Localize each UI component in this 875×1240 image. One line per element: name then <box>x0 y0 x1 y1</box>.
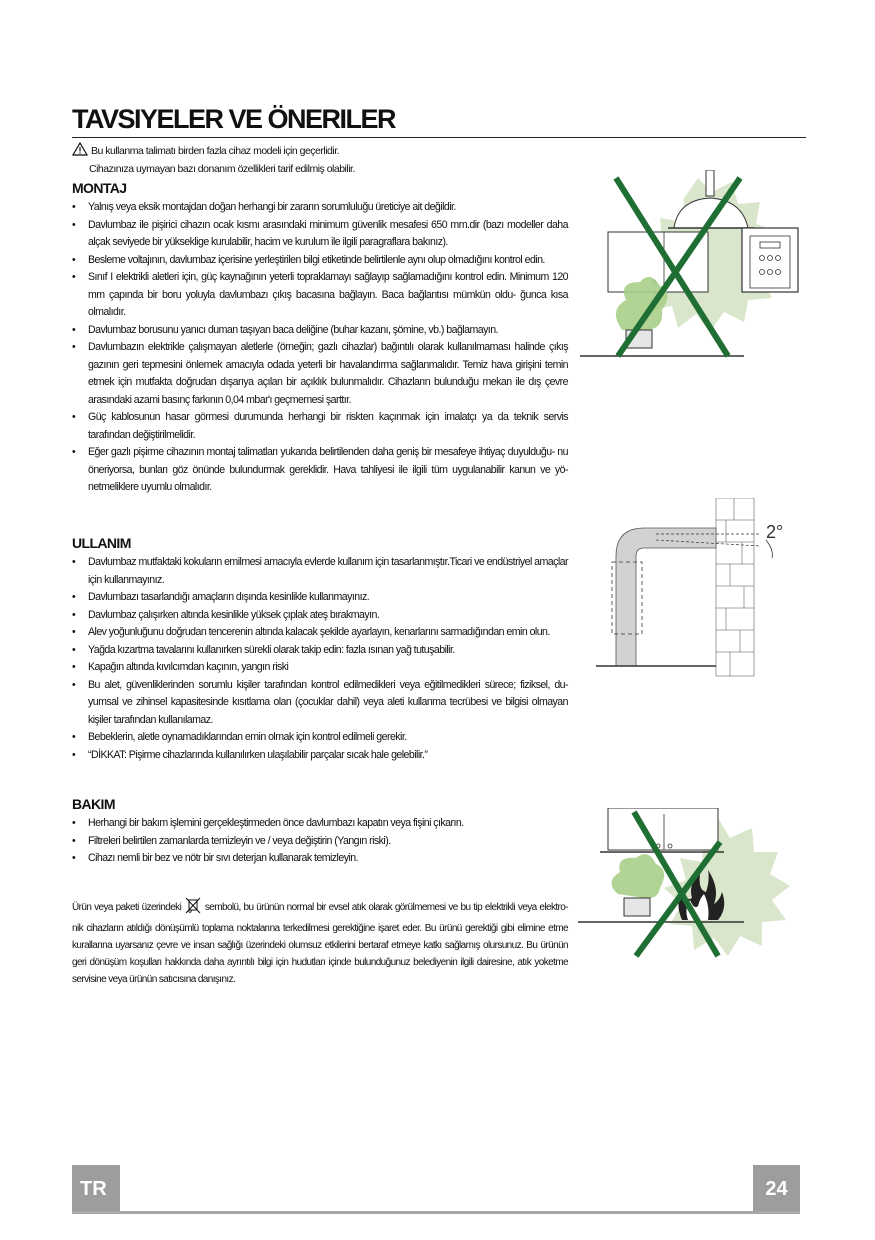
list-item: • “DİKKAT: Pişirme cihazlarında kullanılırken ulaşılabilir parçalar sıcak hale gelebilir.” <box>72 747 568 765</box>
list-item: • Filtreleri belirtilen zamanlarda temizleyin ve / veya değiştirin (Yangın riski). <box>72 833 568 851</box>
list-item: • Güç kablosunun hasar görmesi durumunda herhangi bir riskten kaçınmak için imalatçı ya da teknik servis tarafından değiştirilmelidir. <box>72 409 568 444</box>
duct-slope-figure <box>594 498 800 682</box>
list-item: • Davlumbazın elektrikle çalışmayan aletlerle (örneğin; gazlı cihazlar) bağıntılı olarak kullanılmaması halinde çıkış gazının geri tepmesini önlemek amacıyla odada yeterli bir havalandırma sağlanmalıdır. Temiz hava girişini temin etmek için mutfakta doğrudan dışarıya açılan bir açıklık bulunmalıdır. Cihazların bulunduğu mekan ile dış çevre arasındaki azami basınç farkının 0,04 mbar'ı geçmemesi şarttır. <box>72 339 568 409</box>
duct-elbow <box>616 528 716 666</box>
list-item: • Davlumbazı tasarlandığı amaçların dışında kesinlikle kullanmayınız. <box>72 589 568 607</box>
list-item: • Eğer gazlı pişirme cihazının montaj talimatları yukarıda belirtilenden daha geniş bir mesafeye ihtiyaç duyulduğu- nu öneriyorsa, bunları göz önünde bulundurmak gereklidir. Hava tahliyesi ile ilgili tüm uygulanabilir kanun ve yö- netmeliklere uyumlu olmalıdır. <box>72 444 568 497</box>
list-item: • Kapağın altında kıvılcımdan kaçının, yangın riski <box>72 659 568 677</box>
section-kullanim <box>72 535 568 764</box>
warning-triangle-icon <box>72 142 88 161</box>
language-tab: TR <box>72 1165 120 1213</box>
cooking-pot <box>624 898 650 916</box>
list-item: • Yağda kızartma tavalarını kullanırken sürekli olarak takip edin: fazla ısınan yağ tutuşabilir. <box>72 642 568 660</box>
hood-cabinet <box>608 808 718 850</box>
title-divider <box>72 137 806 138</box>
angle-arrow <box>766 540 772 558</box>
kullanim-heading: ULLANIM <box>72 535 131 551</box>
warning-note <box>72 142 572 177</box>
oven-appliance <box>742 228 798 292</box>
list-item: • Besleme voltajının, davlumbaz içerisine yerleştirilen bilgi etiketinde belirtilenle aynı olup olmadığını kontrol edin. <box>72 252 568 270</box>
disposal-text-after: sembolü, bu ürünün normal bir evsel atık olarak görülmemesi ve bu tip elektrikli veya elektro- nik cihazların atıldığı dönüşümlü toplama noktalarına terkedilmesi gerektiğine işaret eder. Bu ürünü gerektiği gibi elimine etme kurallarına uyarsanız çevre ve insan sağlığı üzerindeki olumsuz etkilerini bertaraf etmeye katkı sağlamış olursunuz. Bu ürünün geri dönüşüm koşulları hakkında daha ayrıntılı bilgi için hudutları içinde bulunduğunuz belediyenin ilgili dairesine, atık yoketme servisine veya ürünün satıcısına danışınız. <box>72 902 568 985</box>
bakim-list <box>72 815 568 868</box>
footer-divider <box>72 1211 800 1214</box>
steam-cloud <box>611 854 664 898</box>
warning-line-1: Bu kullanma talimatı birden fazla cihaz modeli için geçerlidir. <box>91 145 340 157</box>
list-item: • Davlumbaz ile pişirici cihazın ocak kısmı arasındaki minimum güvenlik mesafesi 650 mm.dir (bazı modeller daha alçak seviyede bir yükseklige kurulabilir, hacim ve kurulum ile ilgili paragraflara bakınız). <box>72 217 568 252</box>
kullanim-list <box>72 554 568 764</box>
flame-warning-figure <box>578 808 810 968</box>
montaj-heading: MONTAJ <box>72 180 127 196</box>
montaj-list <box>72 199 568 497</box>
bakim-heading: BAKIM <box>72 796 115 812</box>
crossed-out-wheelie-bin-icon <box>184 896 202 920</box>
disposal-text-before: Ürün veya paketi üzerindeki <box>72 902 182 913</box>
brick-wall <box>716 498 754 676</box>
list-item: • Cihazı nemli bir bez ve nötr bir sıvı deterjan kullanarak temizleyin. <box>72 850 568 868</box>
installation-warning-figure <box>578 170 810 362</box>
list-item: • Bebeklerin, aletle oynamadıklarından emin olmak için kontrol edilmeli gerekir. <box>72 729 568 747</box>
list-item: • Bu alet, güvenliklerinden sorumlu kişiler tarafından kontrol edilmedikleri veya eğitilmedikleri sürece; fiziksel, du- yumsal ve zihinsel kapasitesinde kısıtlama olan (çocuklar dahil) veya aleti kullanma tecrübesi ve bilgisi olmayan kişiler tarafından kullanılamaz. <box>72 677 568 730</box>
list-item: • Yalnış veya eksik montajdan doğan herhangi bir zararın sorumluluğu üreticiye ait değildir. <box>72 199 568 217</box>
warning-line-2: Cihazınıza uymayan bazı donanım özellikleri tarif edilmiş olabilir. <box>89 163 355 175</box>
list-item: • Herhangi bir bakım işlemini gerçekleştirmeden önce davlumbazı kapatın veya fişini çıkarın. <box>72 815 568 833</box>
list-item: • Davlumbaz çalışırken altında kesinlikle yüksek çıplak ateş bırakmayın. <box>72 607 568 625</box>
section-montaj <box>72 180 568 497</box>
list-item: • Alev yoğunluğunu doğrudan tencerenin altında kalacak şekilde ayarlayın, kenarlarını sarmadığından emin olun. <box>72 624 568 642</box>
list-item: • Sınıf I elektrikli aletleri için, güç kaynağının yeterli topraklamayı sağlayıp sağlamadığını kontrol edin. Minimum 120 mm çapında bir boru yoluyla davlumbazı çıkış bacasına bağlayın. Baca bağlantısı mümkün oldu- ğunca kısa olmalıdır. <box>72 269 568 322</box>
section-bakim <box>72 796 568 868</box>
disposal-notice <box>72 896 568 988</box>
angle-label: 2° <box>766 522 784 542</box>
page-title: TAVSIYELER VE ÖNERILER <box>72 104 396 134</box>
list-item: • Davlumbaz mutfaktaki kokuların emilmesi amacıyla evlerde kullanım için tasarlanmıştır.Ticari ve endüstriyel amaçlar için kullanmayınız. <box>72 554 568 589</box>
page-number: 24 <box>753 1165 800 1213</box>
chimney-duct <box>706 170 714 196</box>
list-item: • Davlumbaz borusunu yanıcı duman taşıyan baca deliğine (buhar kazanı, şömine, vb.) bağlamayın. <box>72 322 568 340</box>
